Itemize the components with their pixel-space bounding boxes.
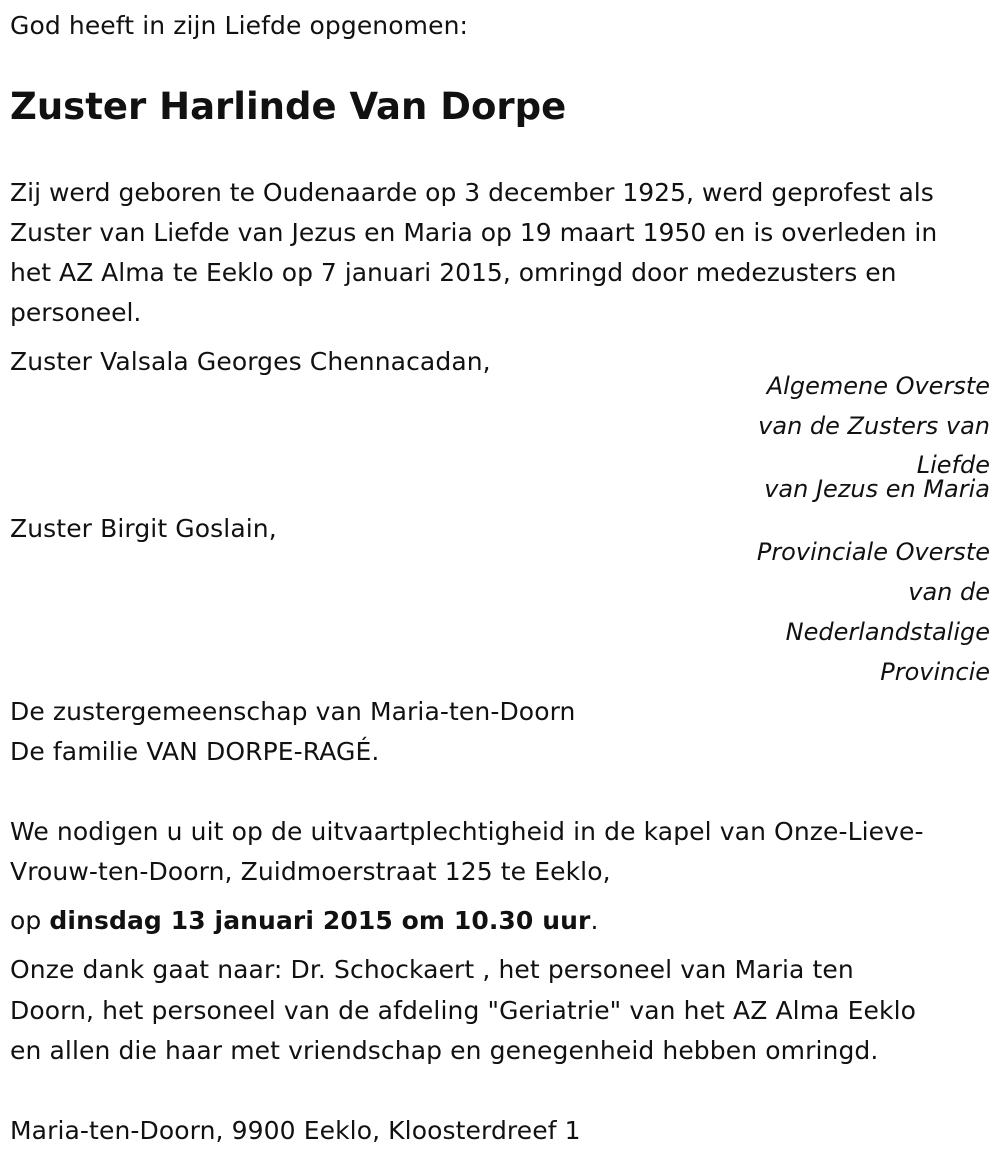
signatory-role-line: Nederlandstalige [785, 618, 990, 646]
signatory-role-line: Provinciale Overste [756, 538, 990, 566]
biography [10, 173, 1000, 333]
invitation-line: Vrouw-ten-Doorn, Zuidmoerstraat 125 te Eeklo, [10, 857, 611, 886]
address-line: Maria-ten-Doorn, 9900 Eeklo, Kloosterdreef 1 [10, 1116, 581, 1145]
invitation-line: We nodigen u uit op de uitvaartplechtigheid in de kapel van Onze-Lieve- [10, 817, 924, 846]
thanks-line: Doorn, het personeel van de afdeling "Geriatrie" van het AZ Alma Eeklo [10, 996, 917, 1025]
signatory-role-line: Provincie [880, 658, 990, 686]
deceased-name: Zuster Harlinde Van Dorpe [10, 85, 567, 128]
mourner-line: De zustergemeenschap van Maria-ten-Doorn [10, 697, 576, 726]
signatory-name: Zuster Valsala Georges Chennacadan, [10, 347, 491, 376]
ceremony-suffix: . [590, 906, 599, 935]
ceremony-prefix: op [10, 906, 50, 935]
signatory-role-line: van de Zusters van [758, 412, 990, 440]
bio-line: Zij werd geboren te Oudenaarde op 3 december 1925, werd geprofest als [10, 178, 934, 207]
bio-line: het AZ Alma te Eeklo op 7 januari 2015, omringd door medezusters en [10, 258, 897, 287]
thanks-line: Onze dank gaat naar: Dr. Schockaert , het personeel van Maria ten [10, 955, 854, 984]
signatory-role-line: van de [908, 578, 990, 606]
signatory-role-line: Algemene Overste [766, 372, 990, 400]
intro-line: God heeft in zijn Liefde opgenomen: [10, 11, 469, 40]
ceremony-date: dinsdag 13 januari 2015 om 10.30 uur [49, 906, 591, 935]
ceremony-datetime [10, 901, 599, 941]
bio-line: Zuster van Liefde van Jezus en Maria op 19 maart 1950 en is overleden in [10, 218, 938, 247]
thanks-line: en allen die haar met vriendschap en genegenheid hebben omringd. [10, 1036, 879, 1065]
signatory-role-line: Liefde [916, 451, 990, 479]
signatory-name: Zuster Birgit Goslain, [10, 514, 277, 543]
mourner-line: De familie VAN DORPE-RAGÉ. [10, 737, 380, 766]
bio-line: personeel. [10, 298, 142, 327]
signatory-role-line: van Jezus en Maria [764, 475, 990, 503]
